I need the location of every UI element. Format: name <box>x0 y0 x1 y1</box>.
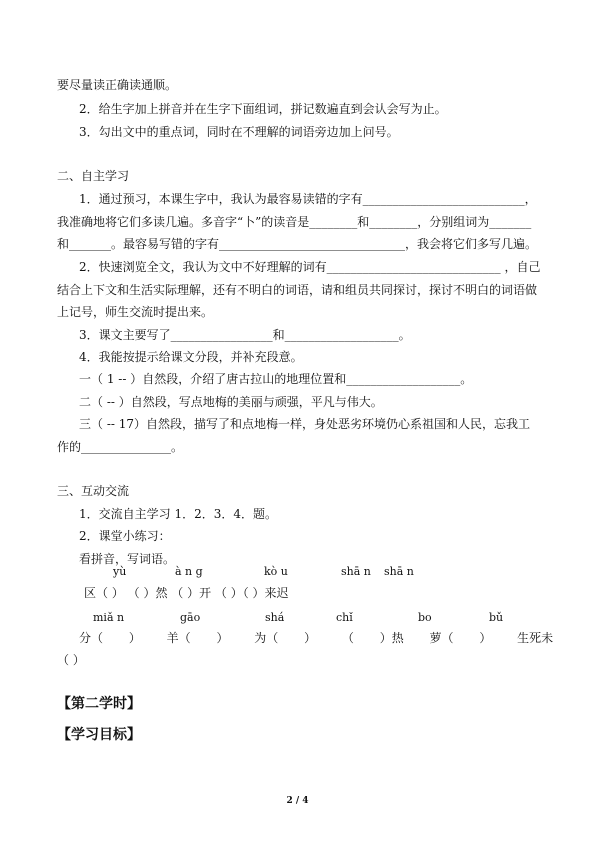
text-line: 2．快速浏览全文，我认为文中不好理解的词有_____________________________ ，自己 <box>79 260 541 274</box>
section-heading: 二、自主学习 <box>57 169 130 183</box>
section-heading: 三、互动交流 <box>57 484 130 498</box>
pinyin-label: shá <box>265 611 285 624</box>
text-line: 看拼音，写词语。 <box>79 552 176 566</box>
text-line: 一（ 1 -- ）自然段，介绍了唐古拉山的地理位置和___________________。 <box>79 372 473 386</box>
pinyin-label: kò u <box>264 565 288 578</box>
text-line: 3．勾出文中的重点词，同时在不理解的词语旁边加上问号。 <box>79 125 399 139</box>
text-line: 1．交流自主学习 1．2．3．4．题。 <box>79 507 277 521</box>
text-line: 4．我能按提示给课文分段，并补充段意。 <box>79 350 303 364</box>
word-exercise-row: 分（ ） 羊（ ） 为（ ） （ ）热 萝（ ） 生死未 <box>79 631 554 645</box>
word-exercise-row: 区（ ） （ ）然 （ ）开 （ ）（ ）来迟 <box>84 586 289 600</box>
pinyin-label: gāo <box>180 611 201 624</box>
pinyin-label: bo <box>418 611 432 624</box>
pinyin-label: yù <box>113 565 127 578</box>
text-line: 3．课文主要写了_________________和___________________。 <box>79 328 411 342</box>
pinyin-label: bǔ <box>489 611 504 624</box>
pinyin-label: shā n <box>384 565 414 578</box>
text-line: 要尽量读正确读通顺。 <box>57 78 178 92</box>
text-line: 结合上下文和生活实际理解，还有不明白的词语，请和组员共同探讨，探讨不明白的词语做 <box>57 283 538 297</box>
text-line: （ ） <box>57 653 85 667</box>
pinyin-label: shā n <box>341 565 371 578</box>
text-line: 上记号，师生交流时提出来。 <box>57 305 214 319</box>
pinyin-label: chǐ <box>336 611 353 624</box>
lesson-heading: 【第二学时】 <box>57 696 141 712</box>
text-line: 和_______。最容易写错的字有_______________________________，我会将它们多写几遍。 <box>57 237 538 251</box>
lesson-heading: 【学习目标】 <box>57 727 141 743</box>
text-line: 2．课堂小练习： <box>79 529 171 543</box>
text-line: 1．通过预习，本课生字中，我认为最容易读错的字有___________________________， <box>79 192 537 206</box>
text-line: 三（ -- 17）自然段，描写了和点地梅一样，身处恶劣环境仍心系祖国和人民，忘我工 <box>79 417 531 431</box>
pinyin-label: miǎ n <box>93 611 125 624</box>
text-line: 2．给生字加上拼音并在生字下面组词，拼记数遍直到会认会写为止。 <box>79 102 447 116</box>
text-line: 我准确地将它们多读几遍。多音字“卜”的读音是________和________，分别组词为_______ <box>57 215 532 229</box>
text-line: 作的_______________。 <box>57 440 184 454</box>
pinyin-label: à n g <box>175 565 203 578</box>
text-line: 二（ -- ）自然段，写点地梅的美丽与顽强，平凡与伟大。 <box>79 395 383 409</box>
page-number: 2 / 4 <box>286 796 309 806</box>
